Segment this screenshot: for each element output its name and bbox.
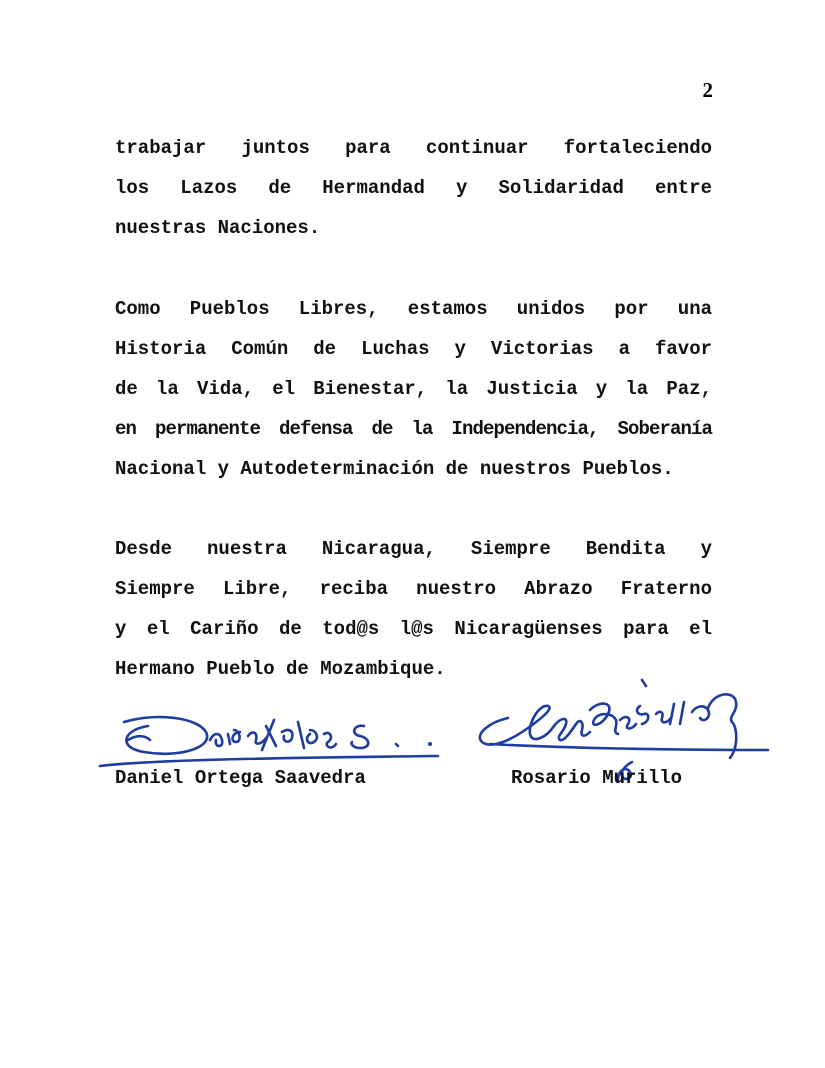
signer-name-daniel-ortega: Daniel Ortega Saavedra	[115, 767, 366, 789]
text-line: nuestras Naciones.	[115, 217, 321, 239]
text-line: de la Vida, el Bienestar, la Justicia y la Paz,	[115, 378, 712, 400]
text-line: y el Cariño de tod@s l@s Nicaragüenses para el	[115, 618, 712, 640]
paragraph-1	[115, 128, 712, 248]
text-line: Historia Común de Luchas y Victorias a favor	[115, 338, 712, 360]
page-number: 2	[702, 78, 713, 102]
text-line: en permanente defensa de la Independencia, Soberanía	[115, 418, 712, 440]
signer-name-rosario-murillo: Rosario Murillo	[511, 767, 683, 789]
paragraph-2	[115, 289, 712, 489]
text-line: Nacional y Autodeterminación de nuestros Pueblos.	[115, 458, 674, 480]
text-line: Desde nuestra Nicaragua, Siempre Bendita y	[115, 538, 712, 560]
text-line: Como Pueblos Libres, estamos unidos por una	[115, 298, 712, 320]
text-line: trabajar juntos para continuar fortaleciendo	[115, 137, 712, 159]
text-line: los Lazos de Hermandad y Solidaridad entre	[115, 177, 712, 199]
text-line: Siempre Libre, reciba nuestro Abrazo Fraterno	[115, 578, 712, 600]
paragraph-3	[115, 529, 712, 689]
text-line: Hermano Pueblo de Mozambique.	[115, 658, 446, 680]
